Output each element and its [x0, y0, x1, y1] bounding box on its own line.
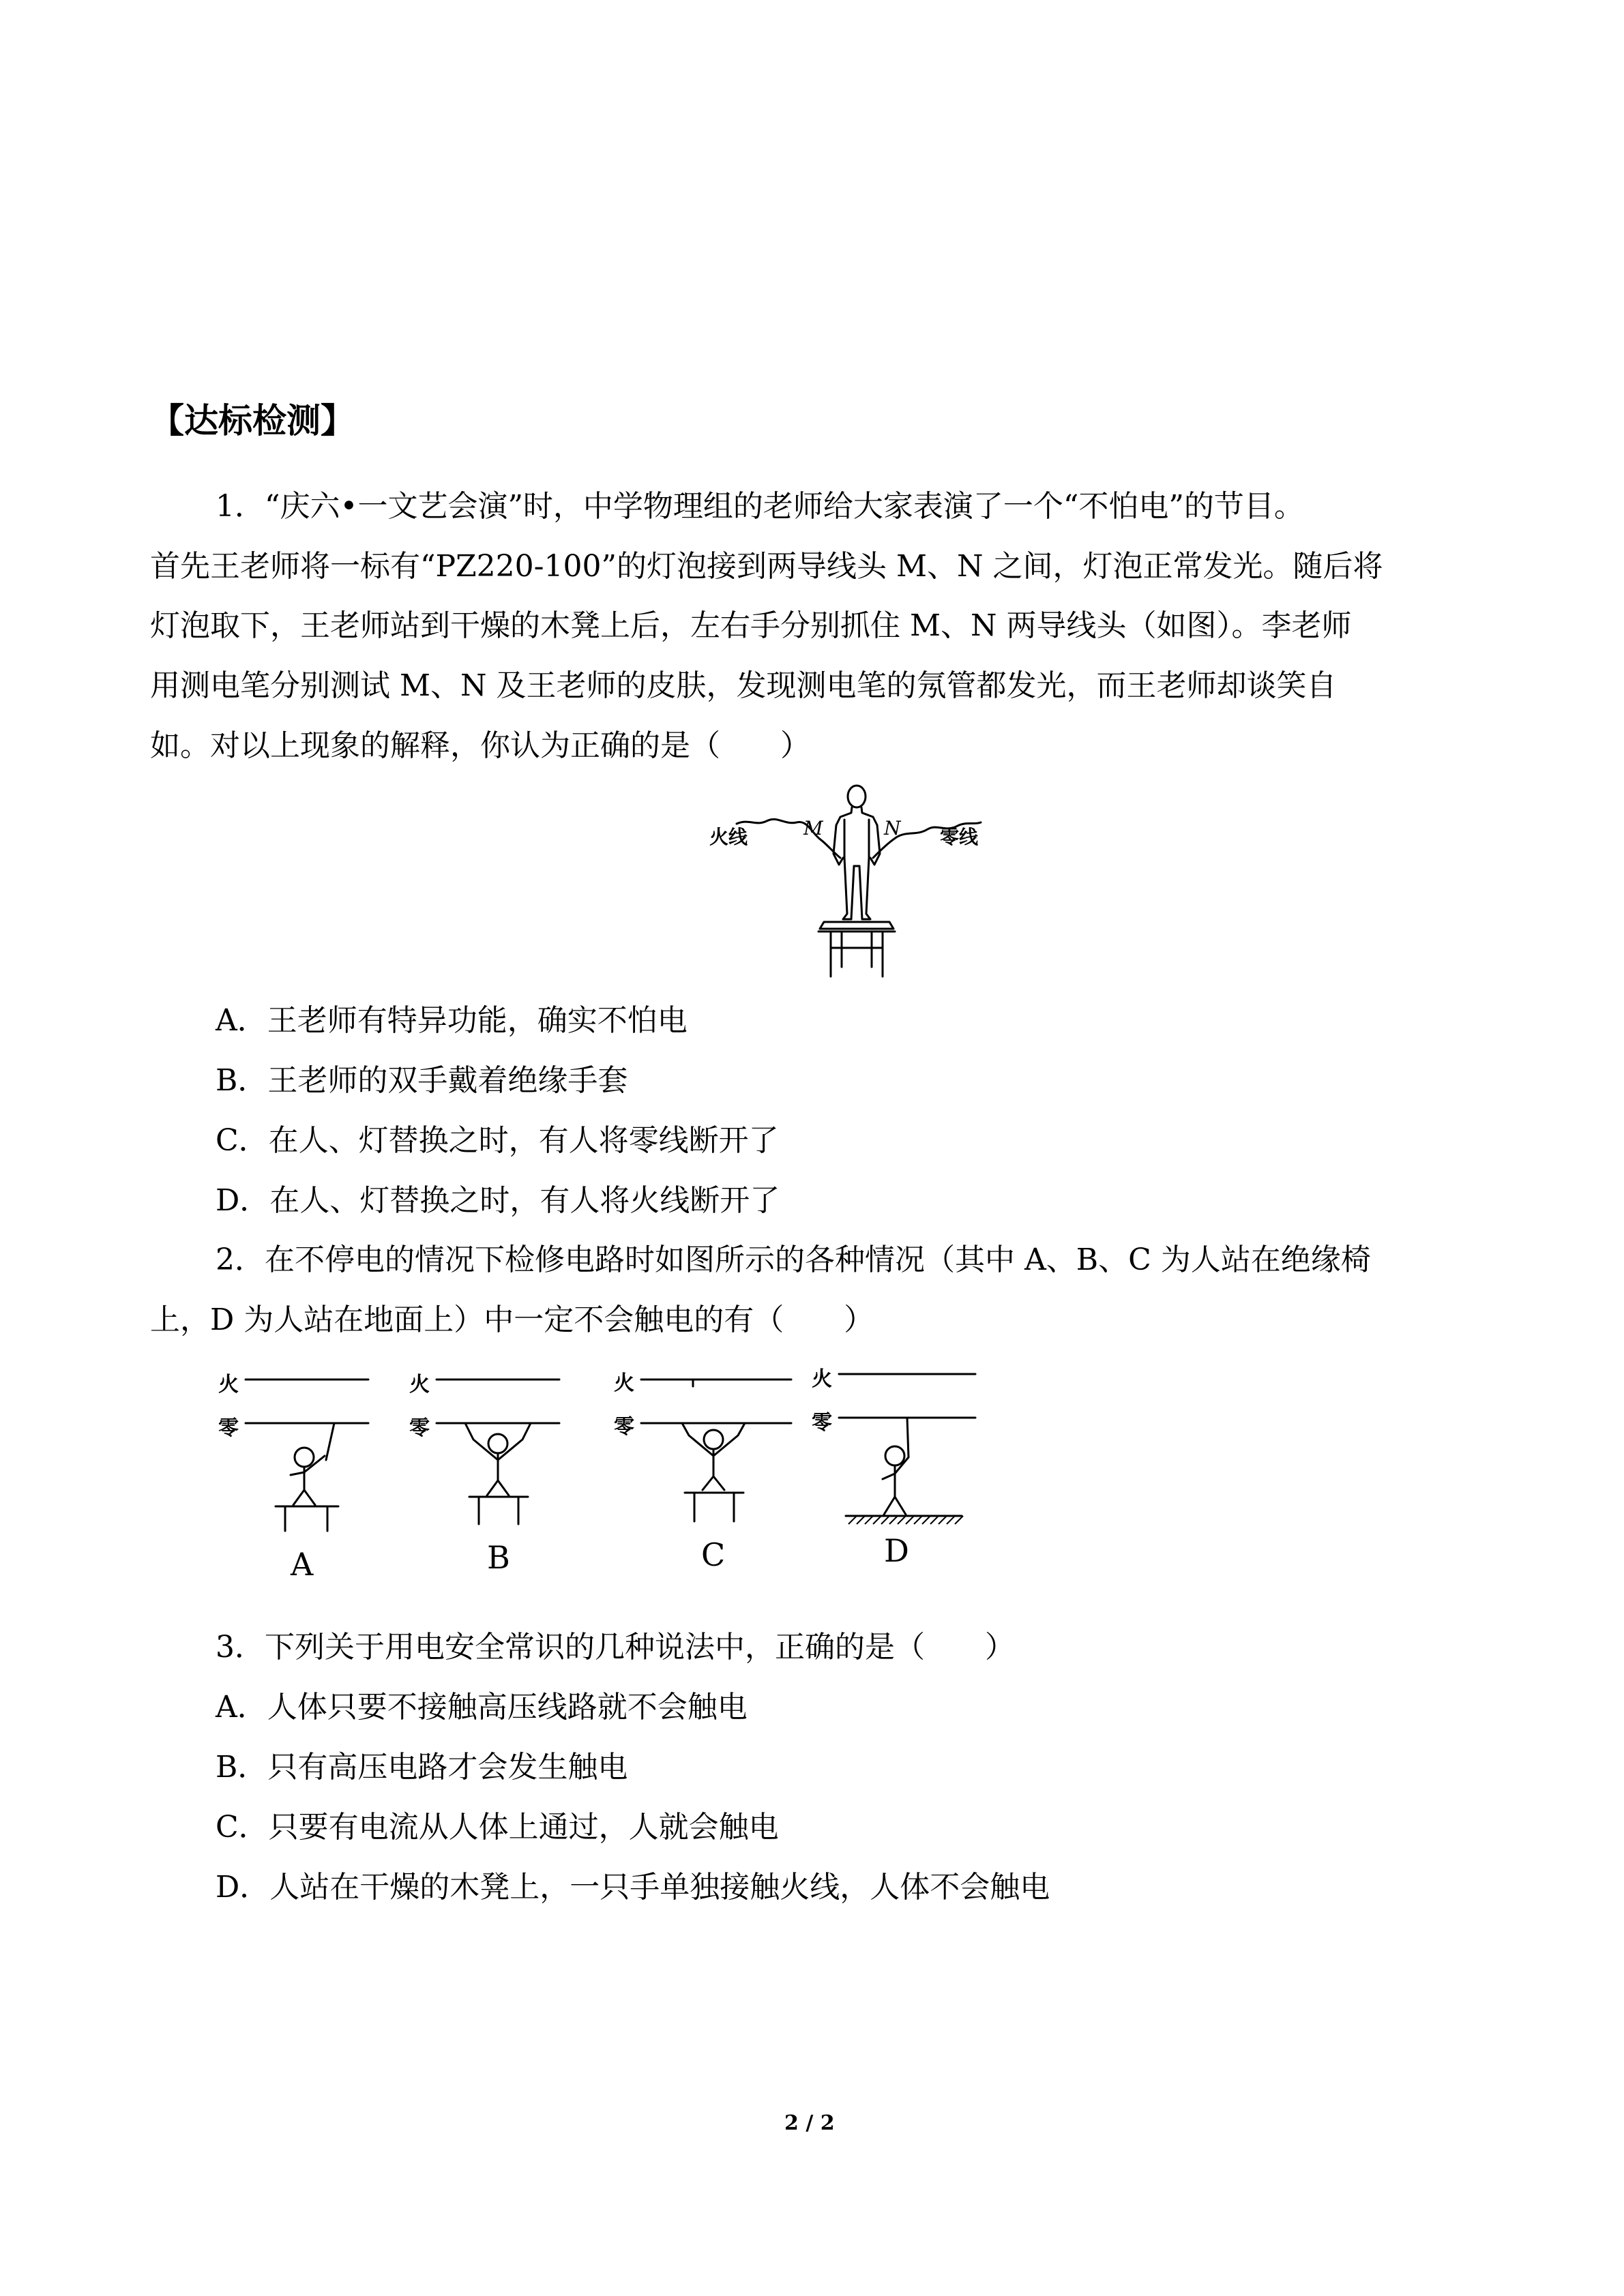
panel-c-label: C	[701, 1536, 726, 1573]
panel-d-live-label: 火	[812, 1367, 832, 1391]
four-panel-diagram	[205, 1354, 989, 1606]
panel-c-neutral-label: 零	[614, 1415, 634, 1439]
section-heading: 【达标检测】	[150, 401, 355, 441]
q1-figure	[709, 777, 996, 982]
q1-option-a: A．王老师有特异功能，确实不怕电	[216, 1003, 688, 1038]
q1-option-c: C．在人、灯替换之时，有人将零线断开了	[216, 1123, 779, 1158]
q3-option-d: D．人站在干燥的木凳上，一只手单独接触火线，人体不会触电	[216, 1870, 1050, 1905]
panel-c-live-label: 火	[614, 1371, 634, 1395]
panel-a-live-label: 火	[218, 1373, 239, 1397]
panel-b-live-label: 火	[409, 1373, 430, 1397]
q1-line-3: 灯泡取下，王老师站到干燥的木凳上后，左右手分别抓住 M、N 两导线头（如图）。李老师	[150, 608, 1352, 643]
live-wire-label: 火线	[709, 826, 748, 848]
n-terminal-label: N	[884, 817, 901, 839]
q3-option-a: A．人体只要不接触高压线路就不会触电	[216, 1690, 748, 1725]
q3-stem: 3．下列关于用电安全常识的几种说法中，正确的是（ ）	[216, 1630, 1015, 1665]
q1-option-d: D．在人、灯替换之时，有人将火线断开了	[216, 1183, 780, 1218]
panel-b-label: B	[487, 1539, 510, 1576]
panel-d-label: D	[884, 1532, 909, 1569]
q3-option-b: B．只有高压电路才会发生触电	[216, 1750, 628, 1785]
q1-line-5: 如。对以上现象的解释，你认为正确的是（ ）	[150, 728, 810, 763]
q2-line-1: 2．在不停电的情况下检修电路时如图所示的各种情况（其中 A、B、C 为人站在绝缘椅	[216, 1242, 1371, 1277]
q1-option-b: B．王老师的双手戴着绝缘手套	[216, 1063, 628, 1098]
panel-d-neutral-label: 零	[812, 1411, 832, 1435]
q2-figure	[205, 1354, 989, 1606]
q1-line-4: 用测电笔分别测试 M、N 及王老师的皮肤，发现测电笔的氖管都发光，而王老师却谈笑自	[150, 668, 1337, 703]
panel-a-neutral-label: 零	[218, 1416, 239, 1440]
page-number: 2 / 2	[784, 2111, 835, 2135]
q3-option-c: C．只要有电流从人体上通过，人就会触电	[216, 1810, 779, 1845]
q2-line-2: 上，D 为人站在地面上）中一定不会触电的有（ ）	[150, 1302, 874, 1337]
m-terminal-label: M	[803, 817, 823, 839]
q1-line-2: 首先王老师将一标有“PZ220-100”的灯泡接到两导线头 M、N 之间，灯泡正常发光。随后将	[150, 549, 1383, 584]
person-on-stool-diagram	[709, 777, 996, 982]
panel-a-label: A	[291, 1546, 314, 1583]
neutral-wire-label: 零线	[940, 826, 979, 848]
panel-b-neutral-label: 零	[409, 1416, 430, 1440]
q1-line-1: 1．“庆六•一文艺会演”时，中学物理组的老师给大家表演了一个“不怕电”的节目。	[216, 489, 1304, 524]
